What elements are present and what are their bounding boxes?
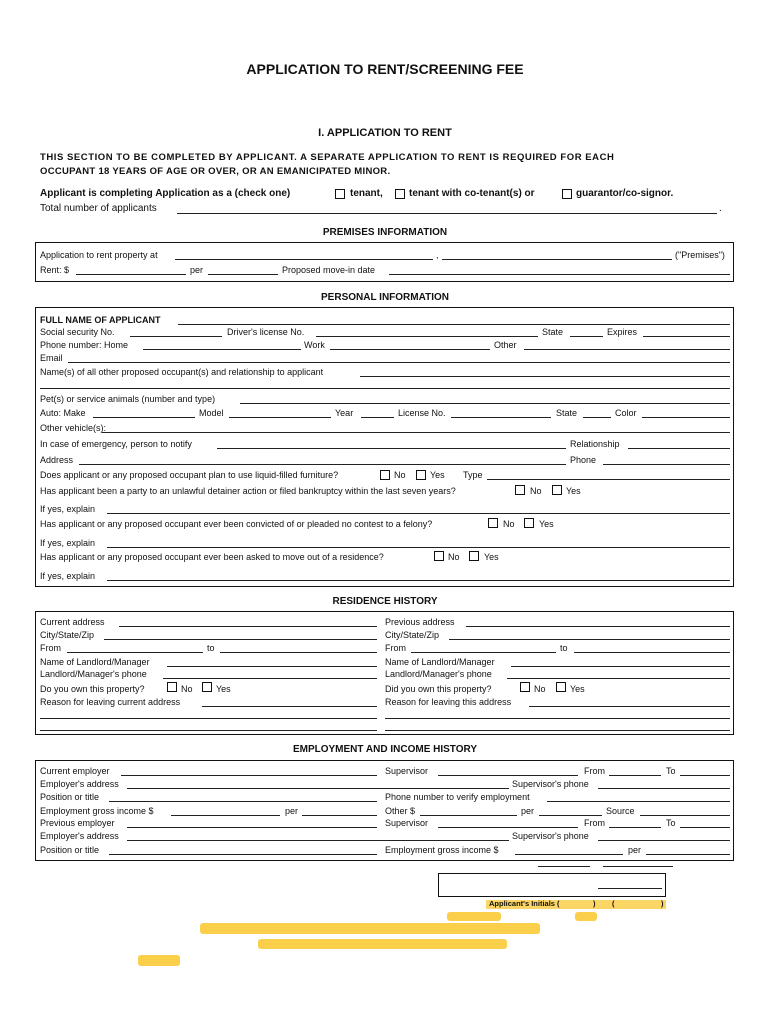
current-city-label: City/State/Zip <box>40 630 95 640</box>
current-from-field[interactable] <box>67 652 203 653</box>
other-income-per-label: per <box>521 806 535 816</box>
premises-address-label: Application to rent property at <box>40 250 158 260</box>
other-income-field[interactable] <box>420 815 517 816</box>
own-current-no-label: No <box>181 684 193 694</box>
emergency-address-field[interactable] <box>79 464 566 465</box>
phone-other-field[interactable] <box>524 349 730 350</box>
auto-state-label: State <box>556 408 578 418</box>
previous-to-label: to <box>560 643 568 653</box>
auto-year-label: Year <box>335 408 354 418</box>
supervisor-phone-label: Supervisor's phone <box>512 779 589 789</box>
previous-employer-label: Previous employer <box>40 818 115 828</box>
unlawful-yes-checkbox[interactable] <box>552 485 562 495</box>
current-landlord-phone-label: Landlord/Manager's phone <box>40 669 147 679</box>
previous-to-field[interactable] <box>574 652 730 653</box>
cotenant-checkbox[interactable] <box>395 189 405 199</box>
rent-period-field[interactable] <box>208 274 278 275</box>
gross-income-period-field[interactable] <box>302 815 377 816</box>
own-previous-no-checkbox[interactable] <box>520 682 530 692</box>
gross-income-label: Employment gross income $ <box>40 806 154 816</box>
reason-previous-field-3[interactable] <box>385 730 730 731</box>
employment-to-field[interactable] <box>680 775 730 776</box>
movein-field[interactable] <box>389 274 730 275</box>
auto-model-field[interactable] <box>229 417 331 418</box>
moveout-explain-field[interactable] <box>107 580 730 581</box>
felony-no-label: No <box>503 519 515 529</box>
other-income-period-field[interactable] <box>539 815 602 816</box>
tenant-option-label: tenant, <box>350 188 383 199</box>
prev-supervisor-field[interactable] <box>438 827 578 828</box>
furniture-yes-label: Yes <box>430 470 445 480</box>
employment-heading: EMPLOYMENT AND INCOME HISTORY <box>292 744 478 755</box>
furniture-no-label: No <box>394 470 406 480</box>
initials-box-rule <box>598 888 662 889</box>
own-previous-no-label: No <box>534 684 546 694</box>
previous-from-label: From <box>385 643 406 653</box>
position-label: Position or title <box>40 792 100 802</box>
employment-from-label: From <box>584 766 605 776</box>
emergency-relationship-label: Relationship <box>570 439 620 449</box>
notice-line-2: OCCUPANT 18 YEARS OF AGE OR OVER, OR AN EMANICIPATED MINOR. <box>40 166 391 177</box>
employment-to-label: To <box>666 766 676 776</box>
unlawful-question: Has applicant been a party to an unlawful detainer action or filed bankruptcy within the last seven years? <box>40 486 456 496</box>
source-label: Source <box>606 806 635 816</box>
own-current-question: Do you own this property? <box>40 684 145 694</box>
verify-phone-label: Phone number to verify employment <box>385 792 530 802</box>
prev-position-field[interactable] <box>109 854 377 855</box>
moveout-no-checkbox[interactable] <box>434 551 444 561</box>
prev-gross-income-label: Employment gross income $ <box>385 845 499 855</box>
auto-color-label: Color <box>615 408 637 418</box>
full-name-label: FULL NAME OF APPLICANT <box>40 315 161 325</box>
felony-yes-checkbox[interactable] <box>524 518 534 528</box>
verify-phone-field[interactable] <box>547 801 730 802</box>
prev-employer-address-field[interactable] <box>127 840 509 841</box>
furniture-type-field[interactable] <box>487 479 730 480</box>
prev-gross-income-period-field[interactable] <box>646 854 730 855</box>
pets-field[interactable] <box>240 403 730 404</box>
personal-heading: PERSONAL INFORMATION <box>321 292 449 303</box>
current-to-label: to <box>207 643 215 653</box>
gross-income-per-label: per <box>285 806 299 816</box>
furniture-yes-checkbox[interactable] <box>416 470 426 480</box>
current-employer-label: Current employer <box>40 766 110 776</box>
dl-expires-label: Expires <box>607 327 638 337</box>
prev-supervisor-phone-label: Supervisor's phone <box>512 831 589 841</box>
cotenant-option-label: tenant with co-tenant(s) or <box>409 188 535 199</box>
premises-comma: , <box>436 250 439 260</box>
current-address-label: Current address <box>40 617 105 627</box>
dl-field[interactable] <box>316 336 538 337</box>
prev-position-label: Position or title <box>40 845 100 855</box>
supervisor-phone-field[interactable] <box>598 788 730 789</box>
previous-city-label: City/State/Zip <box>385 630 440 640</box>
redaction-bar-2 <box>575 912 597 921</box>
current-employer-field[interactable] <box>121 775 377 776</box>
current-landlord-phone-field[interactable] <box>163 678 377 679</box>
own-current-no-checkbox[interactable] <box>167 682 177 692</box>
emergency-phone-field[interactable] <box>603 464 730 465</box>
section-heading-application: I. APPLICATION TO RENT <box>318 127 452 139</box>
phone-home-label: Phone number: Home <box>40 340 129 350</box>
auto-state-field[interactable] <box>583 417 611 418</box>
felony-no-checkbox[interactable] <box>488 518 498 528</box>
total-applicants-field[interactable] <box>177 213 717 214</box>
tenant-checkbox[interactable] <box>335 189 345 199</box>
redaction-bar-5 <box>138 955 180 966</box>
phone-work-label: Work <box>304 340 325 350</box>
reason-current-field-2[interactable] <box>40 718 377 719</box>
dl-state-label: State <box>542 327 564 337</box>
phone-other-label: Other <box>494 340 517 350</box>
current-from-label: From <box>40 643 61 653</box>
premises-city-field[interactable] <box>442 259 672 260</box>
prev-employer-address-label: Employer's address <box>40 831 119 841</box>
other-vehicles-field[interactable] <box>102 432 730 433</box>
completing-as-label: Applicant is completing Application as a (check one) <box>40 188 291 199</box>
previous-address-field[interactable] <box>466 626 730 627</box>
previous-landlord-label: Name of Landlord/Manager <box>385 657 495 667</box>
dl-label: Driver's license No. <box>227 327 305 337</box>
felony-explain-label: If yes, explain <box>40 538 96 548</box>
phone-home-field[interactable] <box>143 349 301 350</box>
previous-address-label: Previous address <box>385 617 455 627</box>
supervisor-field[interactable] <box>438 775 578 776</box>
auto-license-label: License No. <box>398 408 446 418</box>
emergency-label: In case of emergency, person to notify <box>40 439 192 449</box>
previous-landlord-field[interactable] <box>511 666 730 667</box>
moveout-no-label: No <box>448 552 460 562</box>
premises-heading: PREMISES INFORMATION <box>322 227 448 238</box>
emergency-relationship-field[interactable] <box>628 448 730 449</box>
furniture-no-checkbox[interactable] <box>380 470 390 480</box>
prev-to-field[interactable] <box>680 827 730 828</box>
own-current-yes-checkbox[interactable] <box>202 682 212 692</box>
auto-model-label: Model <box>199 408 224 418</box>
initials-box <box>438 873 666 897</box>
source-field[interactable] <box>640 815 730 816</box>
ssn-field[interactable] <box>130 336 222 337</box>
furniture-question: Does applicant or any proposed occupant plan to use liquid-filled furniture? <box>40 470 339 480</box>
unlawful-yes-label: Yes <box>566 486 581 496</box>
own-previous-yes-label: Yes <box>570 684 585 694</box>
furniture-type-label: Type <box>463 470 483 480</box>
gross-income-field[interactable] <box>171 815 280 816</box>
previous-city-field[interactable] <box>449 639 730 640</box>
prev-supervisor-phone-field[interactable] <box>598 840 730 841</box>
prev-gross-income-per-label: per <box>628 845 642 855</box>
current-city-field[interactable] <box>104 639 377 640</box>
emergency-phone-label: Phone <box>570 455 597 465</box>
premises-box <box>35 242 734 282</box>
other-income-label: Other $ <box>385 806 416 816</box>
auto-license-field[interactable] <box>451 417 551 418</box>
felony-explain-field[interactable] <box>107 547 730 548</box>
own-previous-question: Did you own this property? <box>385 684 492 694</box>
own-previous-yes-checkbox[interactable] <box>556 682 566 692</box>
employment-from-field[interactable] <box>609 775 661 776</box>
reason-current-label: Reason for leaving current address <box>40 697 181 707</box>
ssn-label: Social security No. <box>40 327 115 337</box>
redaction-bar-3 <box>200 923 540 934</box>
page-title: APPLICATION TO RENT/SCREENING FEE <box>246 61 524 77</box>
previous-landlord-phone-label: Landlord/Manager's phone <box>385 669 492 679</box>
current-landlord-field[interactable] <box>167 666 377 667</box>
footer-rule-1 <box>538 866 590 867</box>
prev-supervisor-label: Supervisor <box>385 818 429 828</box>
rent-amount-field[interactable] <box>76 274 186 275</box>
movein-label: Proposed move-in date <box>282 265 376 275</box>
notice-line-1: THIS SECTION TO BE COMPLETED BY APPLICANT. A SEPARATE APPLICATION TO RENT IS REQUIRED FOR EACH <box>40 152 615 163</box>
moveout-explain-label: If yes, explain <box>40 571 96 581</box>
previous-from-field[interactable] <box>411 652 556 653</box>
guarantor-checkbox[interactable] <box>562 189 572 199</box>
auto-color-field[interactable] <box>642 417 730 418</box>
previous-landlord-phone-field[interactable] <box>507 678 730 679</box>
employer-address-field[interactable] <box>127 788 509 789</box>
supervisor-label: Supervisor <box>385 766 429 776</box>
reason-previous-field[interactable] <box>529 706 730 707</box>
prev-from-label: From <box>584 818 605 828</box>
rent-label: Rent: $ <box>40 265 70 275</box>
full-name-field[interactable] <box>178 324 730 325</box>
reason-current-field[interactable] <box>202 706 377 707</box>
felony-yes-label: Yes <box>539 519 554 529</box>
initials-paren-1: ) <box>593 899 596 908</box>
auto-make-label: Auto: Make <box>40 408 86 418</box>
applicant-initials-label: Applicant's Initials ( <box>489 899 560 908</box>
other-occupants-label: Name(s) of all other proposed occupant(s) and relationship to applicant <box>40 367 324 377</box>
reason-current-field-3[interactable] <box>40 730 377 731</box>
auto-year-field[interactable] <box>361 417 394 418</box>
felony-question: Has applicant or any proposed occupant ever been convicted of or pleaded no contest to a felony? <box>40 519 433 529</box>
rent-per-label: per <box>190 265 204 275</box>
other-occupants-field-2[interactable] <box>40 388 730 389</box>
other-occupants-field[interactable] <box>360 376 730 377</box>
position-field[interactable] <box>109 801 377 802</box>
prev-gross-income-field[interactable] <box>515 854 623 855</box>
unlawful-no-label: No <box>530 486 542 496</box>
prev-to-label: To <box>666 818 676 828</box>
employer-address-label: Employer's address <box>40 779 119 789</box>
unlawful-explain-field[interactable] <box>107 513 730 514</box>
auto-make-field[interactable] <box>93 417 195 418</box>
emergency-address-label: Address <box>40 455 74 465</box>
footer-rule-2 <box>603 866 673 867</box>
total-applicants-label: Total number of applicants <box>40 203 157 214</box>
initials-paren-3: ) <box>661 899 664 908</box>
current-to-field[interactable] <box>220 652 377 653</box>
other-vehicles-label: Other vehicle(s): <box>40 423 107 433</box>
redaction-bar-4 <box>258 939 507 949</box>
reason-previous-label: Reason for leaving this address <box>385 697 512 707</box>
total-applicants-period: . <box>719 203 722 214</box>
initials-paren-2: ( <box>612 899 615 908</box>
own-current-yes-label: Yes <box>216 684 231 694</box>
email-label: Email <box>40 353 63 363</box>
dl-state-field[interactable] <box>570 336 603 337</box>
moveout-yes-label: Yes <box>484 552 499 562</box>
current-address-field[interactable] <box>119 626 377 627</box>
residence-heading: RESIDENCE HISTORY <box>332 596 438 607</box>
previous-employer-field[interactable] <box>127 827 377 828</box>
pets-label: Pet(s) or service animals (number and type) <box>40 394 216 404</box>
premises-label: ("Premises") <box>675 250 725 260</box>
dl-expires-field[interactable] <box>643 336 730 337</box>
phone-work-field[interactable] <box>330 349 490 350</box>
email-field[interactable] <box>68 362 730 363</box>
premises-address-field[interactable] <box>175 259 433 260</box>
emergency-field[interactable] <box>217 448 566 449</box>
moveout-question: Has applicant or any proposed occupant ever been asked to move out of a residence? <box>40 552 384 562</box>
prev-from-field[interactable] <box>609 827 661 828</box>
redaction-bar-1 <box>447 912 501 921</box>
moveout-yes-checkbox[interactable] <box>469 551 479 561</box>
unlawful-explain-label: If yes, explain <box>40 504 96 514</box>
unlawful-no-checkbox[interactable] <box>515 485 525 495</box>
reason-previous-field-2[interactable] <box>385 718 730 719</box>
current-landlord-label: Name of Landlord/Manager <box>40 657 150 667</box>
guarantor-option-label: guarantor/co-signor. <box>576 188 674 199</box>
